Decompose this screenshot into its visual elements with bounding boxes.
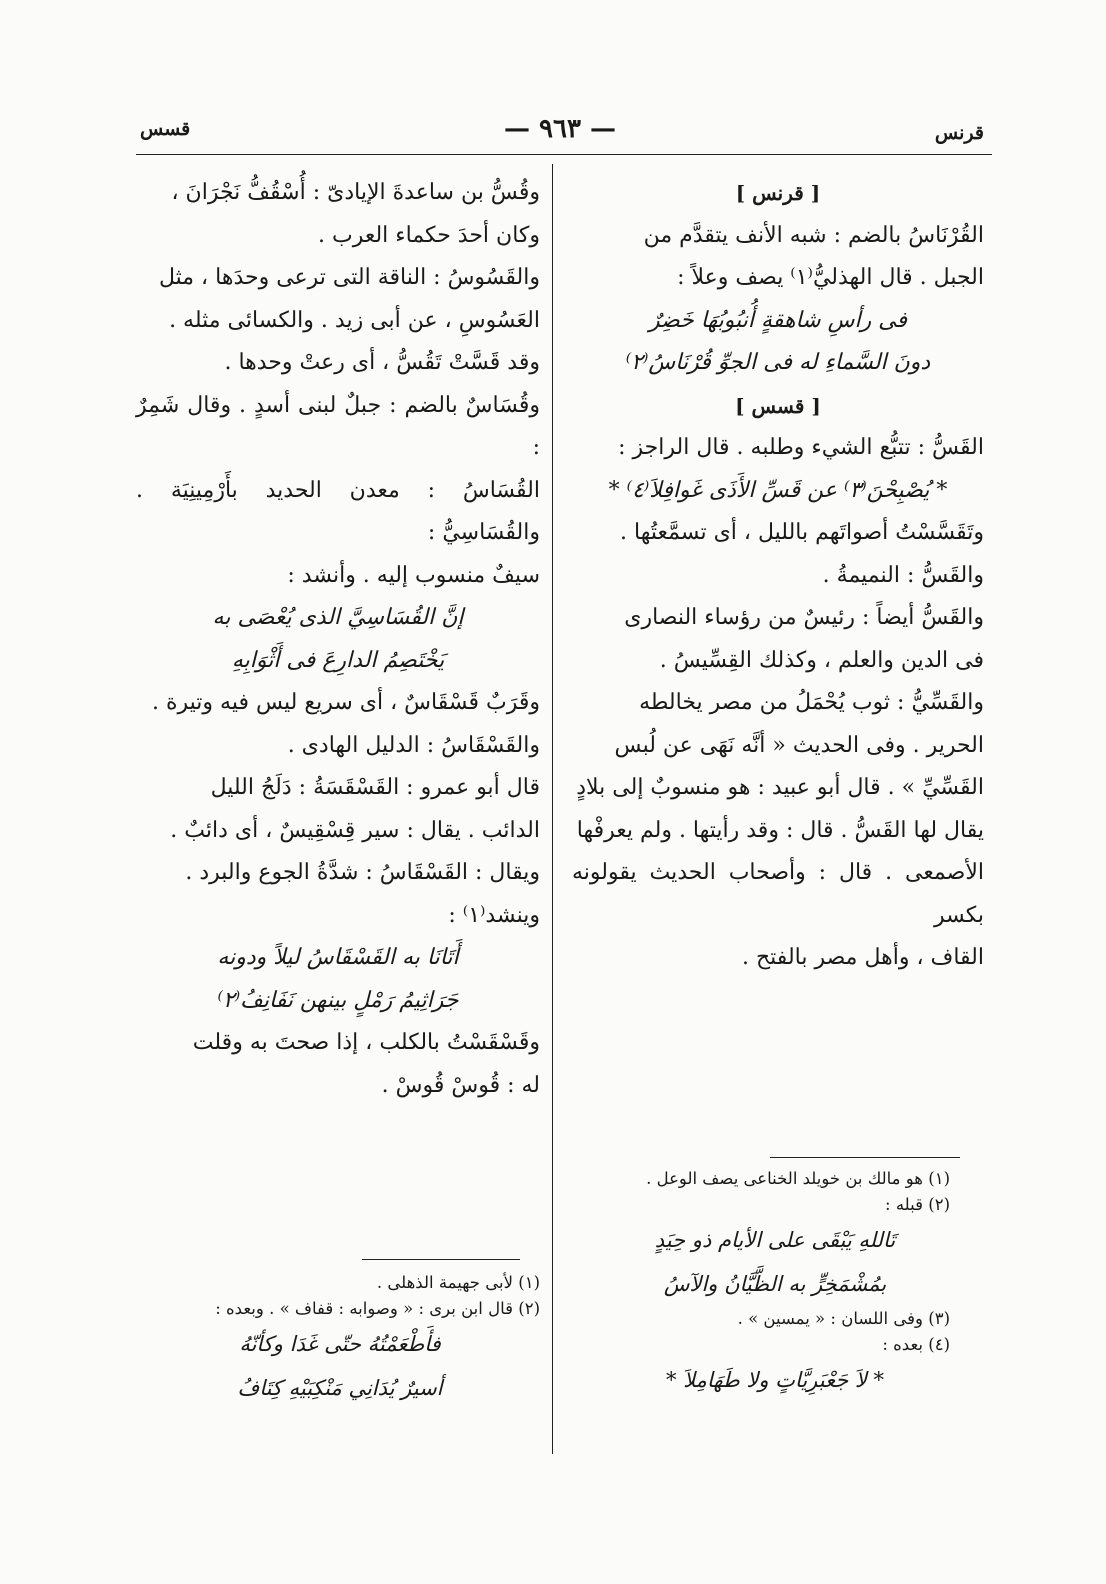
text-line: والقَسُّ : النميمةُ . (822, 562, 984, 588)
footnotes-right (600, 1166, 950, 1402)
column-divider (552, 164, 553, 1454)
verse-line: فى رأسِ شاهقةٍ أُنبُوبُهَا خَضِرٌ (648, 307, 908, 333)
footnote-verse: * لاَ جَعْبَرِيَّاتٍ ولا طَهَامِلاَ * (665, 1368, 885, 1392)
verse-line: أَتَانَا به القَسْقَاسُ ليلاً ودونه (217, 945, 459, 970)
text-line: القاف ، وأهل مصر بالفتح . (741, 945, 984, 970)
text-line: الجبل . قال الهذليُّ⁽١⁾ يصف وعلاً : (677, 265, 984, 290)
text-line: القَسُّ : تتبُّع الشيء وطلبه . قال الراجز : (618, 435, 984, 460)
right-column (572, 172, 984, 980)
text-line: وقَسْقَسْتُ بالكلب ، إذا صحتَ به وقلت (192, 1030, 540, 1055)
text-line: فى الدين والعلم ، وكذلك القِسِّيسُ . (659, 647, 984, 673)
footnote-1: (١) هو مالك بن خويلد الخناعى يصف الوعل . (646, 1169, 950, 1188)
verse-line: * يُصْبِحْنَ⁽٣⁾ عن قَسِّ الأَذَى غَوافِلاَ⁽٤⁾ * (608, 477, 948, 503)
text-line: القُسَاسُ : معدن الحديد بأَرْمِينِيَة . والقُسَاسِيُّ : (136, 477, 540, 545)
text-line: القُرْنَاسُ بالضم : شبه الأنف يتقدَّم من (643, 222, 984, 248)
text-line: وقد قَسَّتْ تَقُسُّ ، أى رعتْ وحدها . (224, 350, 540, 375)
verse-line: يَخْتَصِمُ الدارِعَ فى أَثْوَابِهِ (231, 647, 445, 673)
footnote-verse: أسيرٌ يُدَانِي مَنْكِبَيْهِ كِتَافُ (237, 1376, 443, 1400)
footnotes-left (140, 1270, 540, 1410)
text-line: له : قُوسْ قُوسْ . (381, 1072, 540, 1098)
verse-line: جَرَاثِيمُ رَمْلٍ بينهن نَفَانِفُ⁽٢⁾ (217, 987, 459, 1013)
text-line: سيفٌ منسوب إليه . وأنشد : (287, 562, 540, 588)
footnote-verse: فأَطْعَمْتُهُ حتّى غَدَا وكأنّهُ (239, 1332, 441, 1356)
running-head-left: قسس (140, 118, 191, 140)
text-line: قال أبو عمرو : القَسْقَسَةُ : دَلَجُ الليل (210, 775, 540, 800)
left-column (136, 172, 540, 1107)
running-head-right: قرنس (934, 122, 984, 144)
footnote-1: (١) لأبى جهيمة الذهلى . (376, 1273, 540, 1292)
footnote-4: (٤) بعده : (882, 1335, 950, 1354)
text-line: والقَسِّيُّ : ثوب يُحْمَلُ من مصر يخالطه (639, 690, 984, 715)
footnote-2: (٢) قبله : (885, 1195, 950, 1214)
verse-line: إنَّ القُسَاسِيَّ الذى يُعْصَى به (212, 605, 464, 630)
text-line: وتَقَسَّسْتُ أصواتَهم بالليل ، أى تسمَّعتُها . (620, 520, 984, 545)
footnote-3: (٣) وفى اللسان : « يمسين » . (737, 1309, 950, 1328)
text-line: القَسِّيِّ » . قال أبو عبيد : هو منسوبٌ إلى بلادٍ (576, 775, 984, 800)
entry-heading-qss: [ قسس ] (735, 393, 821, 418)
text-line: وقُسَاسٌ بالضم : جبلٌ لبنى أسدٍ . وقال شَمِرٌ : (136, 392, 540, 460)
footnote-2: (٢) قال ابن برى : « وصوابه : قفاف » . وبعده : (215, 1299, 540, 1318)
text-line: الأصمعى . قال : وأصحاب الحديث يقولونه بكسر (572, 860, 984, 928)
text-line: الحرير . وفى الحديث « أنَّه نَهَى عن لُبس (614, 732, 984, 758)
page-header (130, 112, 992, 152)
text-line: الدائب . يقال : سير قِسْقِيسٌ ، أى دائبٌ . (170, 817, 540, 843)
footnote-rule-left (362, 1259, 520, 1260)
footnote-rule-right (770, 1157, 960, 1158)
text-line: والقَسْقَاسُ : الدليل الهادى . (287, 732, 540, 758)
entry-heading-qrns: [ قرنس ] (735, 181, 821, 205)
text-line: وكان أحدَ حكماء العرب . (318, 222, 540, 248)
text-line: وقُسُّ بن ساعدةَ الإيادىّ : أُسْقُفُّ نَجْرَانَ ، (171, 180, 540, 205)
footnote-verse: بمُشْمَخِرٍّ به الظَّيَّانُ والآسُ (663, 1272, 887, 1296)
page-number: — ٩٦٣ — (503, 114, 617, 144)
text-line: وقَرَبٌ قَسْقَاسٌ ، أى سريع ليس فيه وتيرة . (152, 690, 540, 715)
text-line: والقَسُّ أيضاً : رئيسٌ من رؤساء النصارى (624, 605, 984, 630)
text-line: وينشد⁽١⁾ : (448, 902, 540, 928)
text-line: يقال لها القَسُّ . قال : وقد رأيتها . ولم يعرفْها (576, 817, 984, 843)
text-line: ويقال : القَسْقَاسُ : شدَّةُ الجوع والبرد . (185, 860, 540, 885)
verse-line: دونَ السَّماءِ له فى الجوِّ قُرْنَاسُ⁽٢⁾ (625, 350, 931, 375)
text-line: والقَسُوسُ : الناقة التى ترعى وحدَها ، مثل (158, 265, 540, 290)
header-rule (136, 154, 992, 155)
text-line: العَسُوسِ ، عن أبى زيد . والكسائى مثله . (169, 307, 540, 333)
footnote-verse: تَاللهِ يَبْقَى على الأيام ذو حِيَدٍ (654, 1228, 896, 1252)
